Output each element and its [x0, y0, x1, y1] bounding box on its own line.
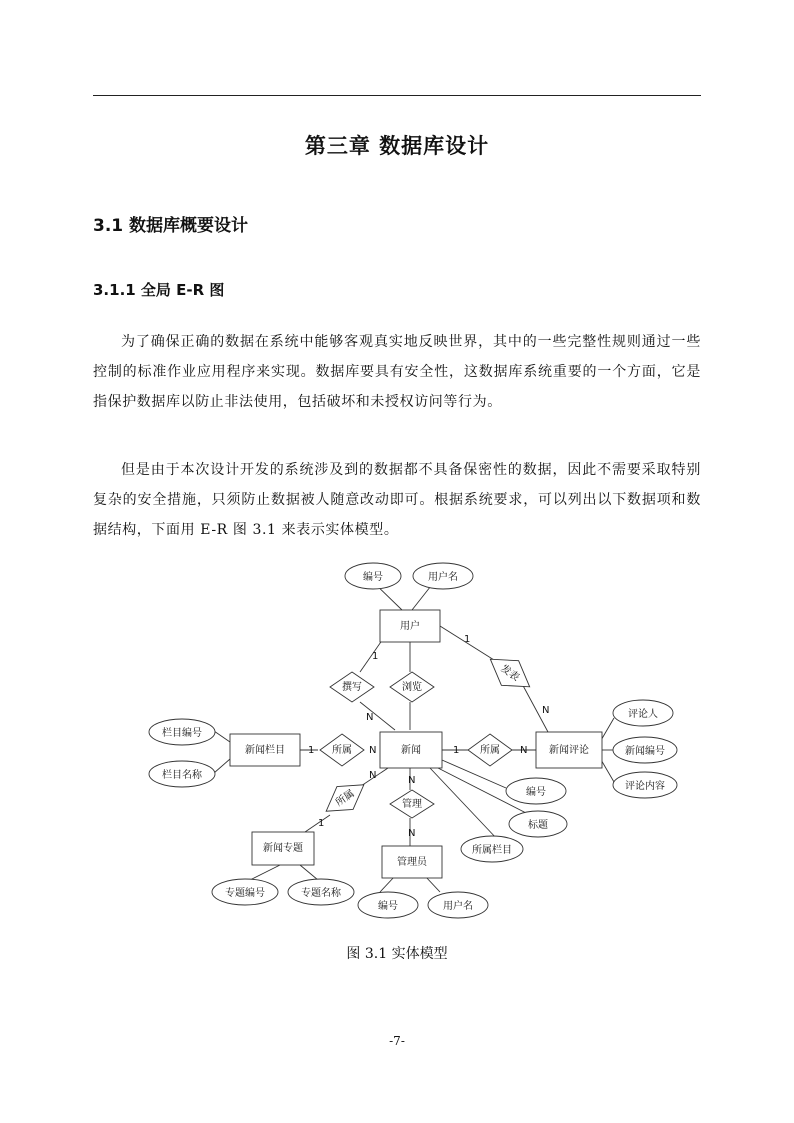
attribute-label: 用户名	[443, 901, 473, 912]
attribute-comment-content	[613, 772, 677, 798]
cardinality-topic-news: N	[369, 770, 377, 781]
chapter-title: 第三章 数据库设计	[304, 134, 490, 158]
relationship-label: 浏览	[402, 682, 422, 693]
relationship-write	[330, 672, 374, 702]
cardinality-column-many: N	[369, 745, 377, 756]
entity-label: 新闻专题	[263, 843, 303, 854]
attribute-label: 评论人	[628, 709, 658, 720]
attribute-label: 专题编号	[225, 888, 265, 899]
attribute-label: 编号	[378, 901, 398, 912]
relationship-comment-belongs	[468, 734, 512, 766]
page-number: -7-	[389, 1034, 405, 1048]
attribute-admin-id	[358, 892, 418, 918]
attribute-user-name	[413, 563, 473, 589]
relationship-publish	[482, 647, 539, 699]
relationship-label: 管理	[402, 799, 422, 810]
entity-news	[380, 732, 442, 768]
attribute-label: 评论内容	[625, 781, 665, 792]
attribute-label: 用户名	[428, 572, 458, 583]
attribute-label: 所属栏目	[472, 845, 512, 856]
relationship-topic-belongs	[318, 773, 372, 822]
attribute-label: 标题	[528, 820, 548, 831]
attribute-news-column	[461, 836, 523, 862]
attribute-label: 新闻编号	[625, 746, 665, 757]
paragraph-2: 但是由于本次设计开发的系统涉及到的数据都不具备保密性的数据，因此不需要采取特别复杂的安全措施，只须防止数据被人随意改动即可。根据系统要求，可以列出以下数据项和数据结构，下面用 E-R 图 3.1 来表示实体模型。	[93, 462, 701, 538]
paragraph-1: 为了确保正确的数据在系统中能够客观真实地反映世界，其中的一些完整性规则通过一些控制的标准作业应用程序来实现。数据库要具有安全性，这数据库系统重要的一个方面，它是指保护数据库以防止非法使用，包括破坏和未授权访问等行为。	[93, 334, 701, 410]
relationship-label: 撰写	[342, 682, 362, 693]
relationship-browse	[390, 672, 434, 702]
relationship-label: 所属	[333, 788, 357, 809]
cardinality-manage-news: N	[408, 775, 416, 786]
relationship-label: 发表	[498, 663, 522, 684]
attribute-label: 栏目名称	[162, 770, 202, 781]
attribute-commenter	[613, 700, 673, 726]
er-diagram	[140, 560, 680, 930]
entity-label: 新闻栏目	[245, 745, 285, 756]
entity-label: 新闻	[401, 745, 421, 756]
attribute-topic-name	[288, 879, 354, 905]
attribute-user-id	[345, 563, 401, 589]
entity-news-topic	[252, 832, 314, 865]
cardinality-topic-one: 1	[318, 818, 325, 829]
entity-label: 用户	[400, 621, 420, 632]
attribute-column-name	[149, 761, 215, 787]
cardinality-manage-admin: N	[408, 828, 416, 839]
cardinality-column-one: 1	[308, 745, 315, 756]
attribute-label: 编号	[526, 787, 546, 798]
attribute-label: 编号	[363, 572, 383, 583]
attribute-comment-news-id	[613, 737, 677, 763]
entity-admin	[382, 846, 442, 878]
cardinality-comment-one: 1	[453, 745, 460, 756]
attribute-label: 栏目编号	[162, 728, 202, 739]
relationship-label: 所属	[332, 745, 352, 756]
cardinality-write-news: N	[366, 712, 374, 723]
cardinality-write-user: 1	[372, 651, 379, 662]
attribute-news-id	[506, 778, 566, 804]
section-title: 3.1 数据库概要设计	[93, 216, 249, 236]
attribute-column-id	[149, 719, 215, 745]
cardinality-comment-many: N	[520, 745, 528, 756]
attribute-news-title	[509, 811, 567, 837]
figure-caption: 图 3.1 实体模型	[346, 946, 448, 962]
header-rule	[93, 95, 701, 96]
relationship-label: 所属	[480, 745, 500, 756]
entity-news-column	[230, 734, 300, 766]
attribute-topic-id	[212, 879, 278, 905]
entity-user	[380, 610, 440, 642]
entity-label: 新闻评论	[549, 745, 589, 756]
attribute-admin-name	[428, 892, 488, 918]
relationship-manage	[390, 790, 434, 818]
attribute-label: 专题名称	[301, 888, 341, 899]
cardinality-publish-comment: N	[542, 705, 550, 716]
cardinality-publish-user: 1	[464, 634, 471, 645]
entity-label: 管理员	[397, 857, 427, 868]
relationship-column-belongs	[320, 734, 364, 766]
subsection-title: 3.1.1 全局 E-R 图	[93, 281, 225, 299]
entity-news-comment	[536, 732, 602, 768]
